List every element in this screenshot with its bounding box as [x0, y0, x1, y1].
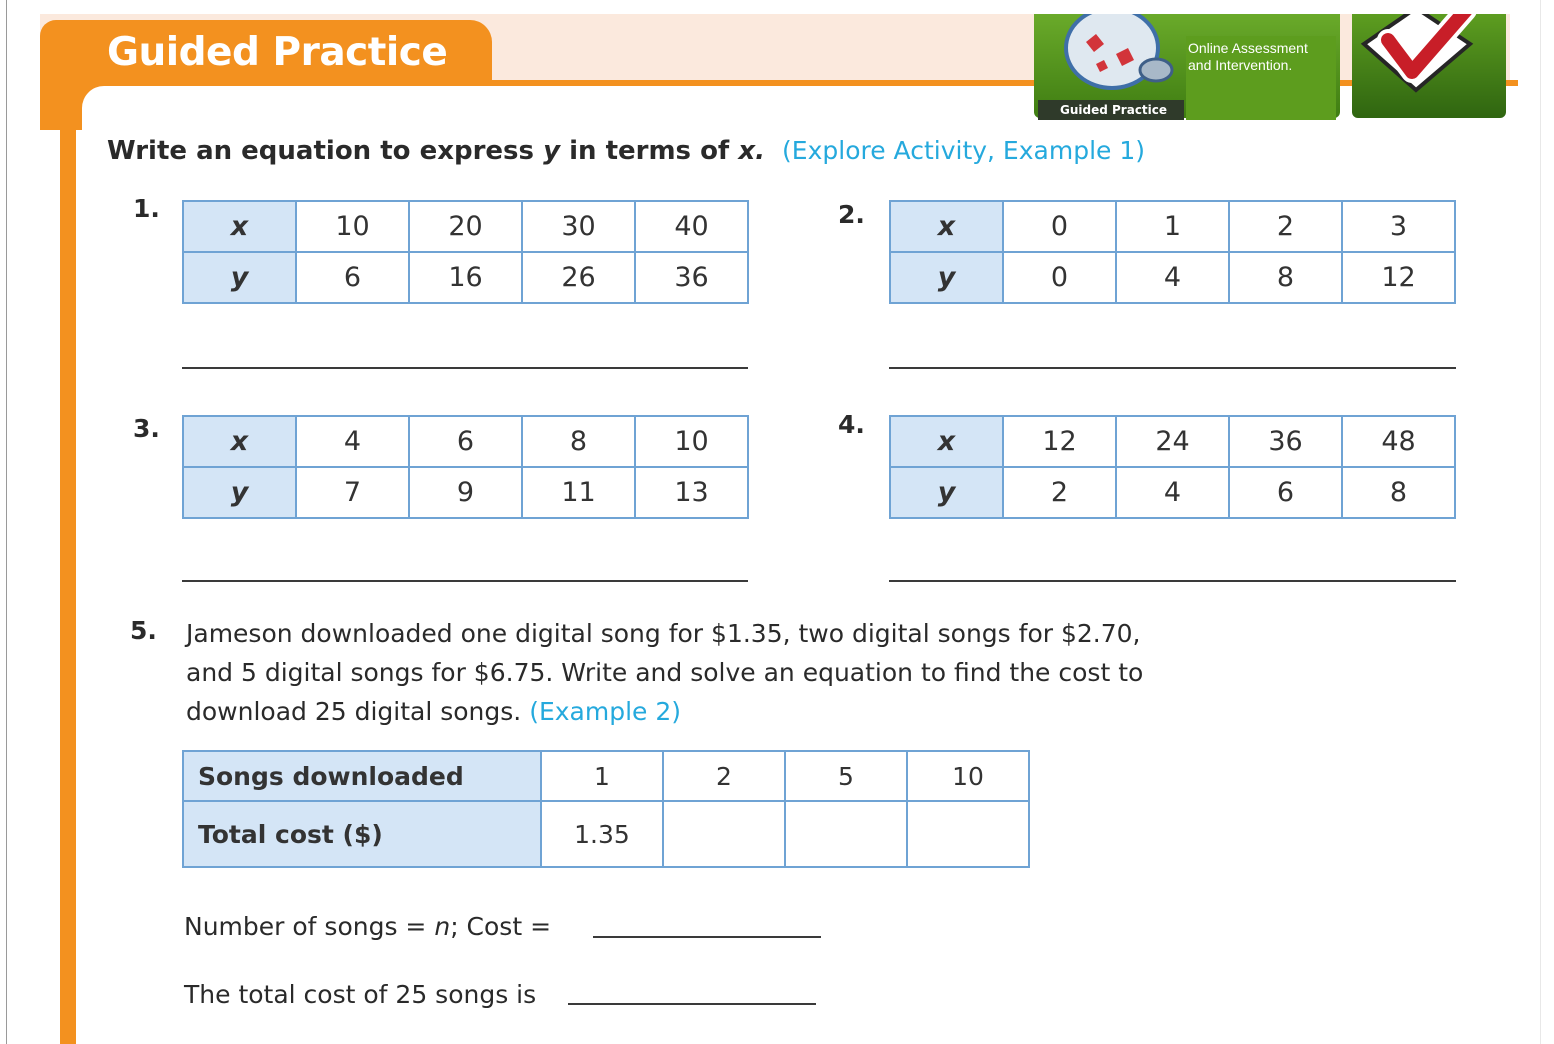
- problem-number: 1.: [133, 194, 160, 223]
- equation-prefix: Number of songs =: [184, 912, 427, 941]
- x-cell: 8: [522, 416, 635, 467]
- xy-table-1: [182, 200, 749, 304]
- cost-input-cell[interactable]: [785, 801, 907, 867]
- problem-number: 5.: [130, 616, 157, 645]
- instruction-text: [107, 136, 1145, 166]
- instruction-var-y: y: [543, 136, 561, 166]
- table-row: [183, 467, 748, 518]
- equation-variable: n: [434, 912, 451, 941]
- problem-5-text: [186, 614, 1166, 731]
- x-cell: 6: [409, 416, 522, 467]
- y-cell: 36: [635, 252, 748, 303]
- songs-cell: 5: [785, 751, 907, 801]
- cost-input-cell[interactable]: [907, 801, 1029, 867]
- cost-cell: 1.35: [541, 801, 663, 867]
- y-cell: 13: [635, 467, 748, 518]
- x-cell: 20: [409, 201, 522, 252]
- table-row: [890, 201, 1455, 252]
- xy-table-2: [889, 200, 1456, 304]
- y-cell: 16: [409, 252, 522, 303]
- y-cell: 4: [1116, 252, 1229, 303]
- y-cell: 4: [1116, 467, 1229, 518]
- instruction-var-x: x.: [738, 136, 765, 166]
- section-title: Guided Practice: [107, 30, 448, 75]
- instruction-mid: in terms of: [569, 136, 730, 166]
- table-row: [183, 751, 1029, 801]
- y-cell: 26: [522, 252, 635, 303]
- answer-line-3[interactable]: [182, 580, 748, 582]
- instruction-prefix: Write an equation to express: [107, 136, 535, 166]
- y-cell: 2: [1003, 467, 1116, 518]
- total-cost-line: The total cost of 25 songs is: [184, 980, 537, 1009]
- songs-cell: 2: [663, 751, 785, 801]
- x-cell: 2: [1229, 201, 1342, 252]
- y-cell: 7: [296, 467, 409, 518]
- equation-suffix: ; Cost =: [450, 912, 552, 941]
- badge-caption: Guided Practice: [1038, 100, 1184, 120]
- x-cell: 36: [1229, 416, 1342, 467]
- x-cell: 24: [1116, 416, 1229, 467]
- panel-border: [60, 84, 76, 1044]
- y-label: y: [183, 252, 296, 303]
- y-cell: 8: [1342, 467, 1455, 518]
- x-cell: 1: [1116, 201, 1229, 252]
- problem-number: 3.: [133, 414, 160, 443]
- math-trainer-badge[interactable]: [1034, 14, 1340, 118]
- badge-text: Online Assessment and Intervention.: [1186, 36, 1336, 120]
- table-row: [183, 201, 748, 252]
- x-cell: 3: [1342, 201, 1455, 252]
- answer-line-4[interactable]: [889, 580, 1456, 582]
- x-cell: 10: [635, 416, 748, 467]
- scrollbar-track[interactable]: [1540, 0, 1554, 1044]
- y-label: y: [183, 467, 296, 518]
- table-row: [890, 252, 1455, 303]
- table-row: [183, 416, 748, 467]
- x-label: x: [183, 416, 296, 467]
- y-cell: 6: [1229, 467, 1342, 518]
- problem-number: 4.: [838, 410, 865, 439]
- table-row: [890, 467, 1455, 518]
- songs-table: [182, 750, 1030, 868]
- problem-number: 2.: [838, 200, 865, 229]
- y-cell: 8: [1229, 252, 1342, 303]
- problem-5-reference-link[interactable]: (Example 2): [529, 697, 682, 726]
- y-cell: 0: [1003, 252, 1116, 303]
- xy-table-4: [889, 415, 1456, 519]
- table-row: [183, 801, 1029, 867]
- y-label: y: [890, 252, 1003, 303]
- cost-answer-line[interactable]: [593, 936, 821, 938]
- instruction-reference-link[interactable]: (Explore Activity, Example 1): [782, 136, 1145, 165]
- x-cell: 4: [296, 416, 409, 467]
- equation-line: [184, 912, 551, 941]
- y-cell: 12: [1342, 252, 1455, 303]
- badge-header-strip: [1186, 14, 1336, 20]
- songs-cell: 10: [907, 751, 1029, 801]
- answer-line-2[interactable]: [889, 367, 1456, 369]
- x-label: x: [890, 201, 1003, 252]
- y-cell: 11: [522, 467, 635, 518]
- x-cell: 40: [635, 201, 748, 252]
- page-left-edge: [6, 0, 7, 1044]
- y-cell: 6: [296, 252, 409, 303]
- stopwatch-icon: [1056, 14, 1176, 92]
- x-cell: 12: [1003, 416, 1116, 467]
- x-cell: 10: [296, 201, 409, 252]
- table-row: [890, 416, 1455, 467]
- total-answer-line[interactable]: [568, 1003, 816, 1005]
- x-cell: 48: [1342, 416, 1455, 467]
- table-row: [183, 252, 748, 303]
- problem-5-body: Jameson downloaded one digital song for $1.35, two digital songs for $2.70, and 5 digital songs for $6.75. Write and solve an equation to find the cost to download 25 digital songs.: [186, 619, 1144, 726]
- cost-row-label: Total cost ($): [183, 801, 541, 867]
- y-label: y: [890, 467, 1003, 518]
- cost-input-cell[interactable]: [663, 801, 785, 867]
- songs-row-label: Songs downloaded: [183, 751, 541, 801]
- answer-line-1[interactable]: [182, 367, 748, 369]
- songs-cell: 1: [541, 751, 663, 801]
- y-cell: 9: [409, 467, 522, 518]
- x-label: x: [890, 416, 1003, 467]
- x-cell: 0: [1003, 201, 1116, 252]
- xy-table-3: [182, 415, 749, 519]
- checkmark-icon: [1352, 14, 1506, 118]
- checkmark-badge[interactable]: [1352, 14, 1506, 118]
- x-label: x: [183, 201, 296, 252]
- x-cell: 30: [522, 201, 635, 252]
